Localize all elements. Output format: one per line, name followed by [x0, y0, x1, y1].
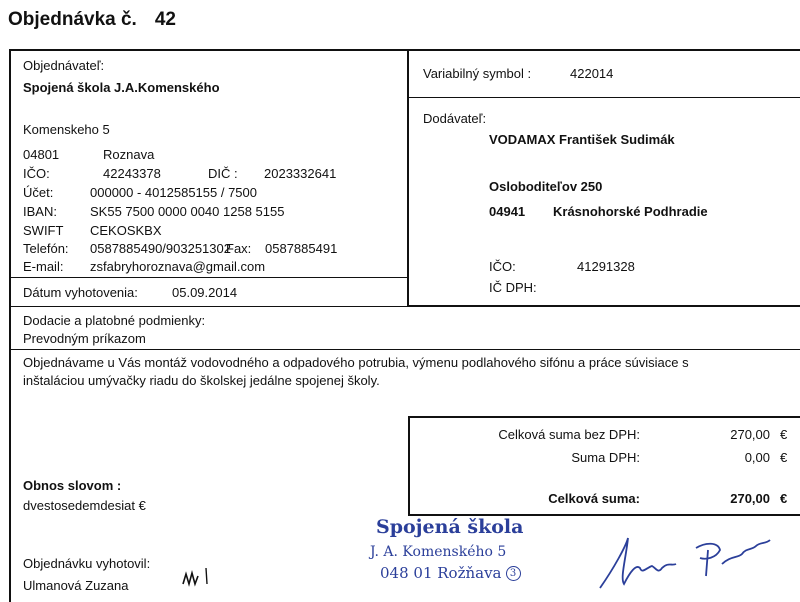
- orderer-iban: SK55 7500 0000 0040 1258 5155: [90, 204, 285, 219]
- orderer-swift-label: SWIFT: [23, 223, 64, 238]
- document-title: [8, 9, 176, 31]
- supplier-ico-label: IČO:: [489, 259, 516, 274]
- stamp-line-2: J. A. Komenského 5: [370, 544, 507, 560]
- orderer-name: Spojená škola J.A.Komenského: [23, 80, 220, 95]
- currency-3: €: [780, 491, 788, 506]
- stamp-line-3: [380, 564, 521, 582]
- supplier-street: Osloboditeľov 250: [489, 179, 603, 194]
- title-text: Objednávka č.: [8, 9, 137, 30]
- date-label: Dátum vyhotovenia:: [23, 285, 138, 300]
- totals-box-left: [408, 416, 410, 516]
- orderer-email-label: E-mail:: [23, 259, 64, 274]
- orderer-dic: 2023332641: [264, 166, 337, 181]
- orderer-city: Roznava: [103, 147, 155, 162]
- supplier-name: VODAMAX František Sudimák: [489, 132, 675, 147]
- description-line-2: inštaláciou umývačky riadu do školskej jedálne spojenej školy.: [23, 373, 380, 388]
- prepared-by-name: Ulmanová Zuzana: [23, 578, 129, 593]
- orderer-phone: 0587885490/903251302: [90, 241, 231, 256]
- divider-vs: [408, 97, 800, 98]
- supplier-city: Krásnohorské Podhradie: [553, 204, 708, 219]
- stamp-line-1: Spojená škola: [376, 516, 524, 538]
- conditions-value: Prevodným príkazom: [23, 331, 146, 346]
- in-words-value: dvestosedemdesiat €: [23, 498, 146, 513]
- vat-value: 0,00: [744, 450, 770, 465]
- supplier-zip: 04941: [489, 204, 526, 219]
- orderer-street: Komenskeho 5: [23, 122, 110, 137]
- currency-2: €: [780, 450, 788, 465]
- frame-top: [9, 49, 800, 51]
- orderer-account-label: Účet:: [23, 185, 54, 200]
- orderer-ico: 42243378: [103, 166, 161, 181]
- frame-middle: [407, 49, 409, 307]
- stamp-line-3-text: 048 01 Rožňava: [380, 564, 502, 582]
- date-value: 05.09.2014: [172, 285, 238, 300]
- supplier-ico: 41291328: [577, 259, 635, 274]
- frame-left: [9, 49, 11, 602]
- manager-signature: [596, 528, 776, 593]
- divider-date-top: [10, 277, 407, 278]
- in-words-label: Obnos slovom :: [23, 478, 122, 493]
- supplier-label: Dodávateľ:: [423, 111, 487, 126]
- orderer-ico-label: IČO:: [23, 166, 50, 181]
- orderer-fax-label: Fax:: [226, 241, 252, 256]
- orderer-label: Objednávateľ:: [23, 58, 105, 73]
- orderer-dic-label: DIČ :: [208, 166, 238, 181]
- currency-1: €: [780, 427, 788, 442]
- order-number: 42: [154, 9, 176, 30]
- total-without-vat-value: 270,00: [730, 427, 770, 442]
- divider-description-top: [10, 349, 800, 350]
- conditions-label: Dodacie a platobné podmienky:: [23, 313, 206, 328]
- prepared-by-label: Objednávku vyhotovil:: [23, 556, 151, 571]
- total-without-vat-label: Celková suma bez DPH:: [498, 427, 640, 442]
- divider-conditions-top: [10, 306, 800, 307]
- total-label: Celková suma:: [548, 491, 640, 506]
- orderer-zip: 04801: [23, 147, 60, 162]
- variable-symbol-value: 422014: [570, 66, 614, 81]
- preparer-signature: [180, 562, 220, 592]
- orderer-email: zsfabryhoroznava@gmail.com: [90, 259, 266, 274]
- orderer-account: 000000 - 4012585155 / 7500: [90, 185, 257, 200]
- stamp-mark: 3: [506, 566, 521, 581]
- total-value: 270,00: [730, 491, 770, 506]
- orderer-iban-label: IBAN:: [23, 204, 57, 219]
- variable-symbol-label: Variabilný symbol :: [423, 66, 532, 81]
- orderer-fax: 0587885491: [265, 241, 338, 256]
- description-line-1: Objednávame u Vás montáž vodovodného a odpadového potrubia, výmenu podlahového sifónu a práce súvisiace s: [23, 355, 689, 370]
- orderer-swift: CEKOSKBX: [90, 223, 162, 238]
- totals-box-top: [408, 416, 800, 418]
- orderer-phone-label: Telefón:: [23, 241, 69, 256]
- vat-label: Suma DPH:: [571, 450, 640, 465]
- supplier-icdph-label: IČ DPH:: [489, 280, 537, 295]
